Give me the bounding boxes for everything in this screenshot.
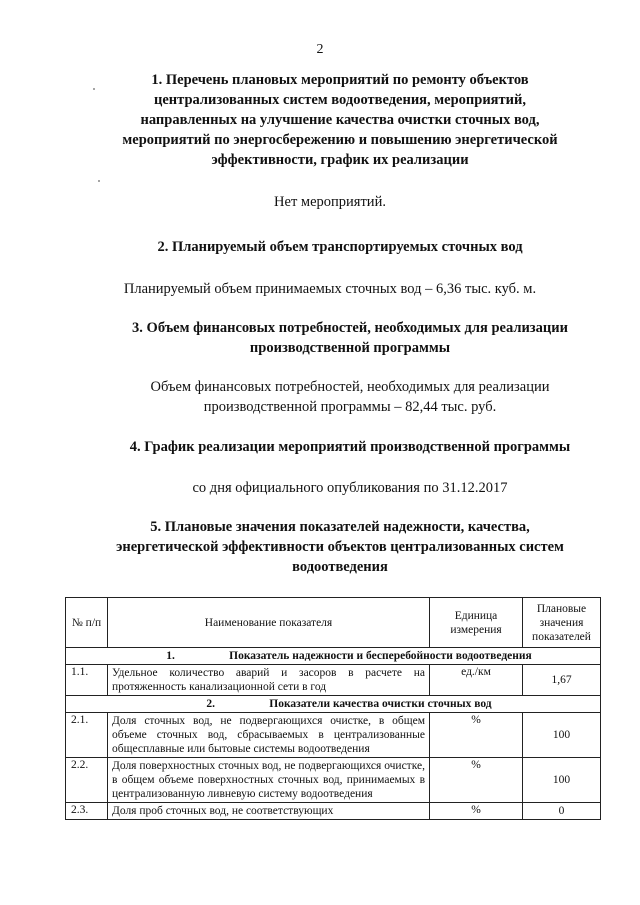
section-3-text bbox=[105, 377, 595, 417]
table-row bbox=[66, 665, 601, 696]
section-title-cell bbox=[66, 696, 601, 713]
section-5-title-line: водоотведения bbox=[292, 559, 388, 575]
section-5-title-line: энергетической эффективности объектов централизованных систем bbox=[116, 539, 564, 555]
section-3-title-line: производственной программы bbox=[249, 340, 451, 356]
row-unit: % bbox=[430, 803, 523, 820]
section-4-text-line: со дня официального опубликования по 31.12.2017 bbox=[192, 480, 508, 496]
section-3-text-line: Объем финансовых потребностей, необходимых для реализации bbox=[150, 379, 550, 395]
section-5-title bbox=[80, 517, 600, 577]
row-unit: % bbox=[430, 758, 523, 803]
table-row bbox=[66, 713, 601, 758]
row-value: 100 bbox=[523, 758, 601, 803]
table-row bbox=[66, 758, 601, 803]
section-number: 2. bbox=[206, 698, 216, 710]
header-value: Плановые значения показателей bbox=[523, 598, 601, 648]
section-5-title-line: 5. Плановые значения показателей надежности, качества, bbox=[150, 519, 530, 535]
section-4-title-line: 4. График реализации мероприятий производственной программы bbox=[129, 439, 571, 455]
row-name: Доля проб сточных вод, не соответствующих bbox=[108, 803, 430, 820]
table-row bbox=[66, 803, 601, 820]
row-value: 100 bbox=[523, 713, 601, 758]
section-2-title bbox=[100, 237, 580, 257]
table-header-row bbox=[66, 598, 601, 648]
row-name: Доля сточных вод, не подвергающихся очистке, в общем объеме сточных вод, сбрасываемых в централизованные общесплавные или бытовые системы водоотведения bbox=[108, 713, 430, 758]
table-section-row bbox=[66, 648, 601, 665]
section-1-text-line: Нет мероприятий. bbox=[274, 194, 386, 210]
section-3-title bbox=[105, 318, 595, 358]
scan-speck bbox=[93, 88, 95, 90]
header-unit: Единица измерения bbox=[430, 598, 523, 648]
section-4-text bbox=[105, 478, 595, 498]
section-4-title bbox=[105, 437, 595, 457]
header-name: Наименование показателя bbox=[108, 598, 430, 648]
row-unit: ед./км bbox=[430, 665, 523, 696]
page-number: 2 bbox=[316, 42, 324, 57]
row-num: 2.1. bbox=[66, 713, 108, 758]
row-num: 1.1. bbox=[66, 665, 108, 696]
row-name: Удельное количество аварий и засоров в расчете на протяженность канализационной сети в год bbox=[108, 665, 430, 696]
scan-speck bbox=[98, 180, 100, 182]
row-name: Доля поверхностных сточных вод, не подвергающихся очистке, в общем объеме поверхностных сточных вод, принимаемых в централизованную ливневую систему водоотведения bbox=[108, 758, 430, 803]
section-3-title-line: 3. Объем финансовых потребностей, необходимых для реализации bbox=[132, 320, 568, 336]
section-title: Показатель надежности и бесперебойности водоотведения bbox=[229, 650, 532, 662]
section-1-text bbox=[100, 192, 560, 212]
section-title-cell bbox=[66, 648, 601, 665]
indicators-table bbox=[65, 597, 601, 820]
row-num: 2.3. bbox=[66, 803, 108, 820]
section-1-title-line: направленных на улучшение качества очистки сточных вод, bbox=[140, 112, 540, 128]
section-1-title-line: централизованных систем водоотведения, мероприятий, bbox=[154, 92, 526, 108]
section-number: 1. bbox=[166, 650, 175, 662]
row-unit: % bbox=[430, 713, 523, 758]
table-section-row bbox=[66, 696, 601, 713]
section-2-text-line: Планируемый объем принимаемых сточных вод – 6,36 тыс. куб. м. bbox=[123, 281, 537, 297]
section-2-text bbox=[90, 279, 570, 299]
row-value: 1,67 bbox=[523, 665, 601, 696]
section-1-title-line: эффективности, график их реализации bbox=[211, 152, 469, 168]
section-title: Показатели качества очистки сточных вод bbox=[269, 698, 492, 710]
row-num: 2.2. bbox=[66, 758, 108, 803]
row-value: 0 bbox=[523, 803, 601, 820]
section-1-title-line: мероприятий по энергосбережению и повышению энергетической bbox=[122, 132, 558, 148]
header-num: № п/п bbox=[66, 598, 108, 648]
section-1-title-line: 1. Перечень плановых мероприятий по ремонту объектов bbox=[151, 72, 529, 88]
section-2-title-line: 2. Планируемый объем транспортируемых сточных вод bbox=[157, 239, 523, 255]
section-3-text-line: производственной программы – 82,44 тыс. руб. bbox=[203, 399, 497, 415]
section-1-title bbox=[100, 70, 580, 170]
